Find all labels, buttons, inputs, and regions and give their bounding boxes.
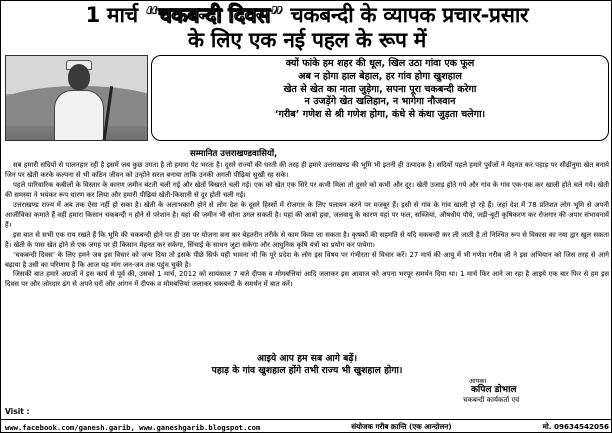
invite-line: आइये आप हम सब आगे बढ़ें।: [256, 353, 358, 364]
headline-line-1: [1, 3, 612, 27]
body-text: [5, 161, 609, 290]
slogan-line: पहाड़ के गांव खुशहाल होंगे तभी राज्य भी खुशहाल होगा।: [211, 365, 403, 376]
poem-line: क्यों फांके हम शहर की धूल, खिल उठा गांवा एक फूल: [285, 58, 475, 69]
poem-line: अब न होगा हाल बेहाल, हर गांव होगा खुशहाल: [298, 70, 462, 82]
poem-line: ‘गरीब’ गणेश से श्री गणेश होगा, कंधे से कंधा जुड़ता चलेगा।: [274, 109, 486, 121]
body-paragraph: इस बात से सभी एक राय रखते हैं कि भूमि की चकबन्दी होने पर ही उस पर योजना बना कर बेहतरीन तरीके से काम किया जा सकता है। कृषकों की सहमति से यदि चकबन्दी कर ली जाती है तो निश्चित रूप से विकास का नया द्वार खुल सकता है। खेती के पास खेत होने से एक जगह पर ही किसान मेहनत कर सकेगा, सिंचाई के साधन जुटा सकेगा और आधुनिक कृषि यंत्रों का प्रयोग कर पायेगा।: [5, 230, 609, 249]
headline-line-2: के लिए एक नई पहल के रूप में: [187, 28, 427, 52]
signature-name: कपिल डोभाल: [471, 385, 517, 395]
poem-line: खेत से खेत का नाता जुड़ेगा, सपना पूरा चकबन्दी करेगा: [283, 83, 477, 95]
signature-role: चकबन्दी कार्यकर्ता एवं: [463, 396, 520, 404]
body-paragraph: पहले पारिवारिक कबीलों के विस्तार के कारण जमीन बंटती चली गई और खेतों बिखरते चली गई। एक को खेत एक सिरे पर कभी मिला तो दूसरे को कभी और दूर। खेती उजाड़ होते गये और गांव के गांव एक-एक कर खाली होते चले गये। खेती की समस्या ने भयंकर रूप धारण कर लिया और हमारी पीढ़ियां खेती-किसानी से दूर होती चली गई।: [5, 180, 609, 199]
footer-phone: मो. 09634542056: [542, 422, 609, 431]
visit-label: Visit :: [5, 407, 30, 416]
headline-date: 1 मार्च: [85, 3, 138, 27]
signature-label: आपका: [469, 377, 487, 385]
body-paragraph: उत्तराखण्ड राज्य में अब तक ऐसा नहीं हो सका है। खेती के अलाभकारी होने से लोग देश के दूसरे हिस्सों में रोजगार के लिए पलायन करने पर मजबूर हैं। इसी से गांव के गांव खाली हो रहे हैं। जहां देश में 78 प्रतिशत लोग भूमि से अपनी आजीविका कमाते हैं वहीं हमारा किसान चकबन्दी न होने से परेशान है। यहां की जमीन भी सोना उगल सकती है। यहां की आबो हवा, जलवायु के कारण यहां पर फल, सब्जियां, औषधीय पौधे, जड़ी-बूटी कृषिकरण कर रोजगार की अपार संभावनायें हैं।: [5, 200, 609, 229]
portrait-photo: [5, 55, 148, 141]
body-paragraph: जिसकी बात हमारे अग्रजों ने इस कार्य से पूर्व की, उसको 1 मार्च, 2012 को सायंकाल 7 बजे दीपक व मोमबत्तियां आदि जलाकर इस आवाज को अपना भरपूर समर्थन दिया था। 1 मार्च फिर आने जा रहा है आइये एक बार फिर से हम इस दिवस पर और जोरदार ढंग से अपने घरों और आंगन में दीपक व मोमबत्तियां जलाकर चकबन्दी के समर्थन में बात करें।: [5, 270, 609, 289]
salutation: सम्मानित उत्तराखण्डवासियों,: [190, 149, 278, 159]
headline-highlight: “चकबन्दी दिवस”: [144, 3, 284, 27]
footer-urls[interactable]: www.facebook.com/ganesh.garib, www.ganeshgarib.blogspot.com: [5, 422, 261, 432]
footer-bar: [1, 419, 612, 433]
footer-org: संयोजक गरीब क्रान्ति (एक आन्दोलन): [351, 422, 452, 431]
poem-box: [151, 55, 609, 141]
poem-line: न उजड़ेंगे खेत खलिहान, न भागेगा नौजवान: [304, 96, 456, 108]
body-paragraph: ‘चकबन्दी दिवस’ के लिए हमने जब इस विचार को जन्म दिया तो इसके पीछे सिर्फ यही भावना थी कि पूरे प्रदेश के लोग इस विषय पर गंभीरता से विचार करें। 27 मार्च की आयु में भी गणेश गरीब जी ने इस अभियान को जिस तरह से आगे बढ़ाया है उसी का परिणाम है कि आज यह मांग जन-जन तक पहुंच चुकी है।: [5, 250, 609, 269]
headline-subject: चकबन्दी के व्यापक प्रचार-प्रसार: [290, 3, 529, 27]
body-paragraph: सब हमारी सदियों से पालनहार रही है इसमें जब कुछ उगता है तो हमारा पेट भरता है। दूसरे राज्यों की धरती की तरह ही हमारे उत्तराखण्ड की भूमि भी इतनी ही उत्पादक है। सदियों पहले हमारे पुर्वजों ने मेहनत कर पहाड़ पर सीढ़ीनुमा खेत बनाये जिन पर खेती करके कल्पना से भी कठिन जीवन को उन्होंने सरल बनाया ताकि उनकी अगली पीढ़ियां सुखी रह सके।: [5, 161, 609, 179]
